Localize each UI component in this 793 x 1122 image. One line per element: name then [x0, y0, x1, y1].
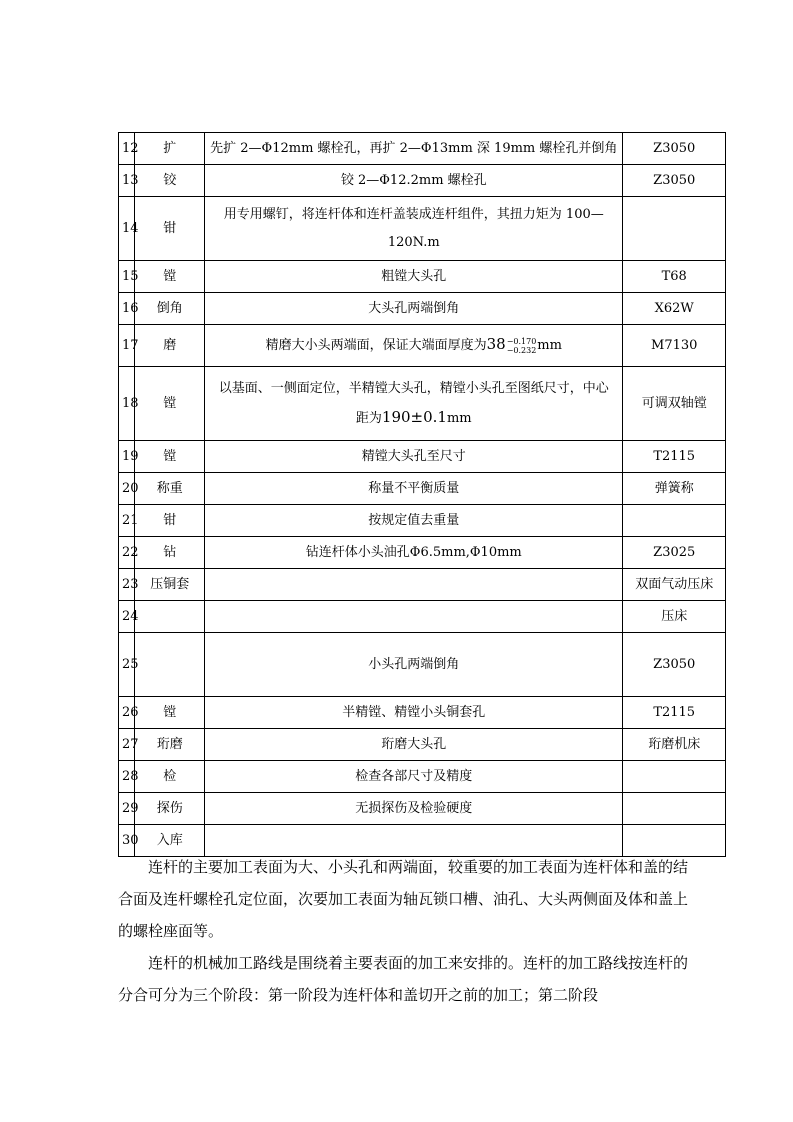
table-row — [119, 761, 726, 793]
operation-name: 压铜套 — [135, 569, 205, 601]
operation-name: 磨 — [135, 325, 205, 367]
machine-name: 双面气动压床 — [623, 569, 726, 601]
machine-name: 压床 — [623, 601, 726, 633]
step-number: 16 — [119, 293, 135, 325]
unit: mm — [537, 338, 562, 354]
operation-content: 钻连杆体小头油孔Φ6.5mm,Φ10mm — [205, 537, 623, 569]
operation-name — [135, 601, 205, 633]
operation-content — [205, 569, 623, 601]
operation-content — [205, 325, 623, 367]
operation-name: 钳 — [135, 197, 205, 261]
operation-name: 探伤 — [135, 793, 205, 825]
body-paragraph-1: 连杆的主要加工表面为大、小头孔和两端面，较重要的加工表面为连杆体和盖的结合面及连杆螺栓孔定位面，次要加工表面为轴瓦锁口槽、油孔、大头两侧面及体和盖上的螺栓座面等。 — [118, 858, 689, 940]
operation-name: 称重 — [135, 473, 205, 505]
table-row — [119, 505, 726, 537]
content-line-2: 120N.m — [387, 234, 440, 250]
step-number: 24 — [119, 601, 135, 633]
step-number: 25 — [119, 633, 135, 697]
content-text: 距为 — [355, 410, 382, 426]
table-row — [119, 537, 726, 569]
machine-name — [623, 761, 726, 793]
table-row — [119, 325, 726, 367]
operation-content — [205, 197, 623, 261]
operation-content — [205, 601, 623, 633]
machine-name: T2115 — [623, 697, 726, 729]
operation-name: 铰 — [135, 165, 205, 197]
step-number: 19 — [119, 441, 135, 473]
machine-name: T68 — [623, 261, 726, 293]
dimension-value: 38 — [486, 335, 506, 354]
operation-name: 镗 — [135, 367, 205, 441]
machine-name: Z3050 — [623, 133, 726, 165]
table-row — [119, 697, 726, 729]
table-row — [119, 165, 726, 197]
operation-name: 检 — [135, 761, 205, 793]
table-row — [119, 441, 726, 473]
table-row — [119, 633, 726, 697]
process-table — [118, 132, 726, 857]
content-line-2 — [207, 409, 620, 427]
operation-name — [135, 633, 205, 697]
operation-content: 称量不平衡质量 — [205, 473, 623, 505]
operation-content: 大头孔两端倒角 — [205, 293, 623, 325]
machine-name: X62W — [623, 293, 726, 325]
operation-content — [205, 367, 623, 441]
machine-name — [623, 197, 726, 261]
machine-name: Z3050 — [623, 633, 726, 697]
table-row — [119, 793, 726, 825]
table-row — [119, 133, 726, 165]
step-number: 18 — [119, 367, 135, 441]
operation-name: 扩 — [135, 133, 205, 165]
operation-content: 先扩 2—Φ12mm 螺栓孔，再扩 2—Φ13mm 深 19mm 螺栓孔并倒角 — [205, 133, 623, 165]
operation-content: 检查各部尺寸及精度 — [205, 761, 623, 793]
operation-name: 镗 — [135, 261, 205, 293]
step-number: 13 — [119, 165, 135, 197]
operation-content: 粗镗大头孔 — [205, 261, 623, 293]
table-row — [119, 569, 726, 601]
tolerance-upper: −0.170 — [506, 336, 537, 346]
machine-name: Z3025 — [623, 537, 726, 569]
machine-name — [623, 793, 726, 825]
operation-name: 倒角 — [135, 293, 205, 325]
content-line-1: 以基面、一侧面定位，半精镗大头孔，精镗小头孔至图纸尺寸，中心 — [218, 380, 609, 396]
step-number: 27 — [119, 729, 135, 761]
step-number: 29 — [119, 793, 135, 825]
table-row — [119, 367, 726, 441]
operation-content: 无损探伤及检验硬度 — [205, 793, 623, 825]
unit: mm — [446, 410, 472, 426]
step-number: 17 — [119, 325, 135, 367]
operation-content: 小头孔两端倒角 — [205, 633, 623, 697]
operation-name: 镗 — [135, 697, 205, 729]
table-row — [119, 473, 726, 505]
table-row — [119, 729, 726, 761]
machine-name: Z3050 — [623, 165, 726, 197]
table-row — [119, 293, 726, 325]
operation-content: 珩磨大头孔 — [205, 729, 623, 761]
operation-content: 半精镗、精镗小头铜套孔 — [205, 697, 623, 729]
machine-name — [623, 505, 726, 537]
content-line-1: 用专用螺钉，将连杆体和连杆盖装成连杆组件，其扭力矩为 100— — [223, 206, 604, 222]
step-number: 21 — [119, 505, 135, 537]
table-row — [119, 601, 726, 633]
operation-content: 按规定值去重量 — [205, 505, 623, 537]
tolerance — [507, 337, 537, 355]
machine-name: 可调双轴镗 — [623, 367, 726, 441]
step-number: 22 — [119, 537, 135, 569]
dimension-value: 190±0.1 — [381, 407, 447, 426]
step-number: 28 — [119, 761, 135, 793]
operation-name: 入库 — [135, 825, 205, 857]
content-text: 精磨大小头两端面，保证大端面厚度为 — [265, 338, 487, 354]
machine-name: 珩磨机床 — [623, 729, 726, 761]
tolerance-lower: −0.232 — [506, 345, 537, 355]
table-row — [119, 197, 726, 261]
operation-name: 镗 — [135, 441, 205, 473]
operation-content: 铰 2—Φ12.2mm 螺栓孔 — [205, 165, 623, 197]
step-number: 20 — [119, 473, 135, 505]
step-number: 23 — [119, 569, 135, 601]
operation-name: 珩磨 — [135, 729, 205, 761]
step-number: 12 — [119, 133, 135, 165]
step-number: 15 — [119, 261, 135, 293]
step-number: 26 — [119, 697, 135, 729]
operation-name: 钳 — [135, 505, 205, 537]
operation-content: 精镗大头孔至尺寸 — [205, 441, 623, 473]
step-number: 30 — [119, 825, 135, 857]
machine-name: T2115 — [623, 441, 726, 473]
machine-name: 弹簧称 — [623, 473, 726, 505]
machine-name: M7130 — [623, 325, 726, 367]
step-number: 14 — [119, 197, 135, 261]
body-paragraph-2: 连杆的机械加工路线是围绕着主要表面的加工来安排的。连杆的加工路线按连杆的分合可分为三个阶段：第一阶段为连杆体和盖切开之前的加工；第二阶段 — [118, 954, 689, 1004]
operation-name: 钻 — [135, 537, 205, 569]
table-row — [119, 261, 726, 293]
